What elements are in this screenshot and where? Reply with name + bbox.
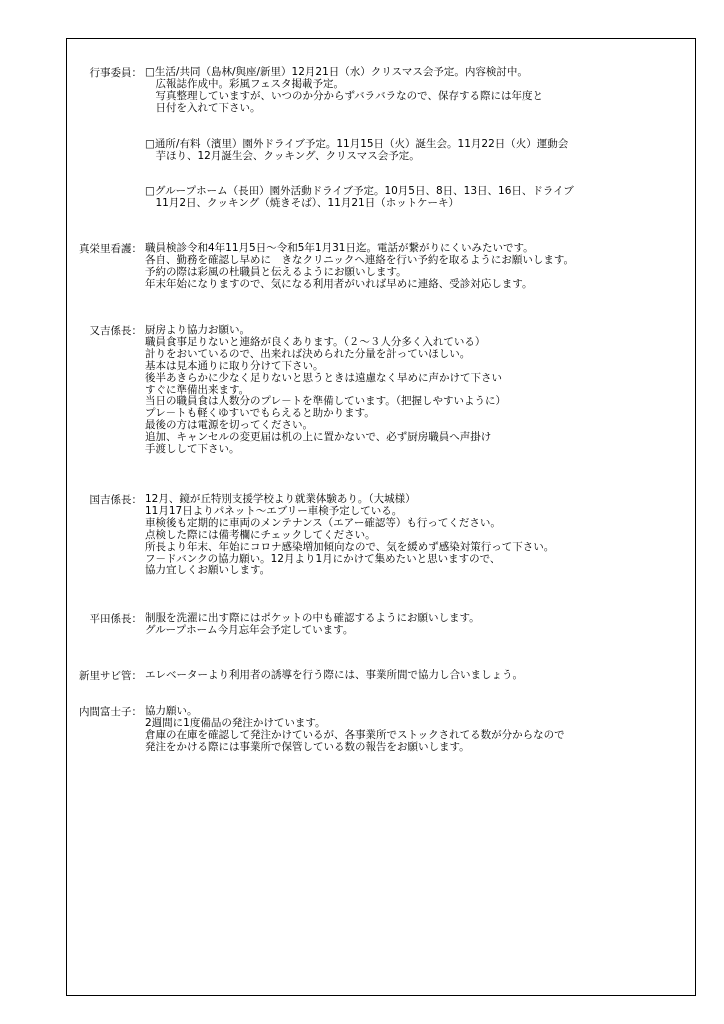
text-line: エレベーターより利用者の誘導を行う際には、事業所間で協力し合いましょう。 [145,669,523,681]
section-body [145,670,693,682]
text-line: 後半あきらかに少なく足りないと思うときは遠慮なく早めに声かけて下さい [145,371,502,384]
text-line: 芋ほり、12月誕生会、クッキング、クリスマス会予定。 [145,149,420,162]
section-body [145,325,693,456]
text-line: 厨房より協力お願い。 [145,324,250,336]
text-line: 点検した際には備考欄にチェックしてください。 [145,528,376,541]
text-line: 職員検診令和4年11月5日～令和5年1月31日迄。電話が繋がりにくいみたいです。 [145,242,534,254]
section-label: 国吉係長： [89,494,142,506]
section-label: 平田係長： [89,613,142,625]
text-line: すぐに準備出来ます。 [145,383,250,396]
text-line: 基本は見本通りに取り分けて下さい。 [145,359,324,372]
paragraph-tsusho [145,139,693,163]
text-line: 各自、勤務を確認し早めに きなクリニックへ連絡を行い予約を取るようにお願いします。 [145,253,575,266]
section-label: 真栄里看護： [79,243,142,255]
text-line: 年末年始になりますので、気になる利用者がいれば早めに連絡、受診対応します。 [145,277,533,290]
text-line: □グループホーム（長田）園外活動ドライブ予定。10月5日、8日、13日、16日、ドライブ [145,185,574,198]
text-line: フ－ドバンクの協力願い。12月より1月にかけて集めたいと思いますので、 [145,552,501,565]
text-line: 制服を洗濯に出す際にはポケットの中も確認するようにお願いします。 [145,612,480,624]
text-line: 所長より年末、年始にコロナ感染増加傾向なので、気を緩めず感染対策行って下さい。 [145,540,555,553]
text-line: プレ－トも軽くゆすいでもらえると助かります。 [145,407,375,420]
section-body [145,67,693,234]
text-line: 2週間に1度備品の発注かけています。 [145,716,326,729]
text-line: 最後の方は電源を切ってください。 [145,419,313,432]
text-line: 手渡しして下さい。 [145,443,240,456]
paragraph-grouphome [145,186,693,210]
section-label: 新里サビ管： [79,670,142,682]
text-line: □通所/有料（濱里）園外ドライブ予定。11月15日（火）誕生会。11月22日（火）運動会 [145,137,569,150]
text-line: 職員食事足りないと連絡が良くあります。（２～３人分多く入れている） [145,335,486,348]
text-line: 倉庫の在庫を確認して発注かけているが、各事業所でストックされてる数が分からなので [145,728,565,741]
text-line: グループホーム今月忘年会予定しています。 [145,623,354,636]
section-label: 内間富士子： [79,706,142,718]
text-line: 当日の職員食は人数分のプレ－トを準備しています。（把握しやすいように） [145,395,506,408]
text-line: 車検後も定期的に車両のメンテナンス（エアー確認等）も行ってください。 [145,516,501,529]
section-label: 又吉係長： [89,325,142,337]
text-line: 広報誌作成中。彩風フェスタ掲載予定。 [145,77,344,90]
paragraph-seikatsu [145,67,693,115]
text-line: 協力宜しくお願いします。 [145,564,271,577]
text-line: 写真整理していますが、いつのか分からずバラバラなので、保存する際には年度と [145,89,543,102]
text-line: 11月2日、クッキング（焼きそば）、11月21日（ホットケーキ） [145,197,459,210]
section-body [145,706,693,754]
text-line: 11月17日よりパネット～エブリー車検予定している。 [145,504,403,517]
section-body [145,243,693,291]
section-body [145,494,693,577]
section-body [145,613,693,637]
text-line: 予約の際は彩風の杜職員と伝えるようにお願いします。 [145,265,407,278]
section-label: 行事委員： [89,67,142,79]
text-line: 協力願い。 [145,705,198,717]
text-line: 12月、鏡が丘特別支援学校より就業体験あり。（大城様） [145,493,416,505]
text-line: 計りをおいているので、出来れば決められた分量を計っていほしい。 [145,347,471,360]
text-line: □生活/共同（島林/與座/新里）12月21日（水）クリスマス会予定。内容検討中。 [145,66,528,78]
text-line: 発注をかける際には事業所で保管している数の報告をお願いします。 [145,740,470,753]
text-line: 追加、キャンセルの変更届は机の上に置かないで、必ず厨房職員へ声掛け [145,431,492,444]
text-line: 日付を入れて下さい。 [145,101,261,114]
